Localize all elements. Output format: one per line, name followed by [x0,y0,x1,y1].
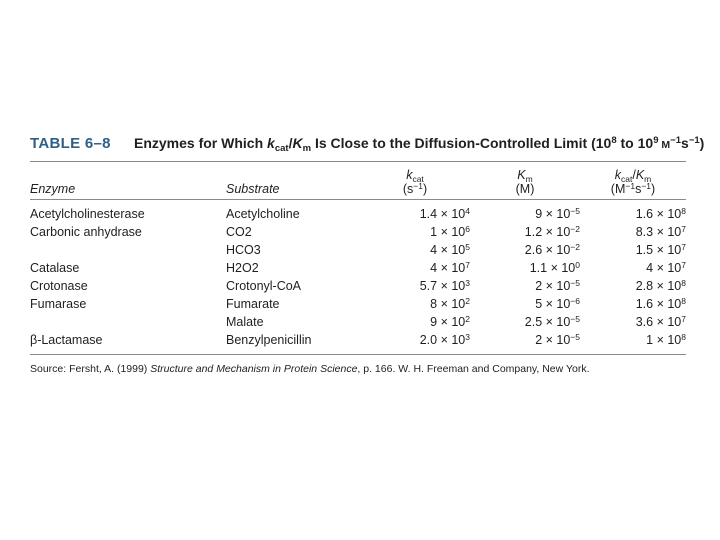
table-row [30,295,686,313]
cell-km: $2.6 \times 10^{-2}$ [524,241,580,257]
cell-substrate: Benzylpenicillin [226,333,312,347]
cell-kcat: $1.4 \times 10^4$ [419,205,470,221]
cell-substrate: HCO3 [226,243,261,257]
cell-enzyme: Fumarase [30,297,87,311]
cell-kcat: $4 \times 10^5$ [430,241,470,257]
table-number: TABLE 6–8 [30,135,111,152]
table-row [30,200,686,224]
header-row [30,162,686,200]
header-kcat-over-km: $k_{cat}/K_m$ $(M^{-1}s^{-1})$ [580,162,686,200]
cell-enzyme: Catalase [30,261,80,275]
table-title-row [30,135,705,162]
cell-km: $9 \times 10^{-5}$ [535,205,580,221]
table-row [30,331,686,354]
table-row [30,223,686,241]
header-km: $K_m$ (M) [470,162,580,200]
table-source-note: Source: Fersht, A. (1999) Structure and Mechanism in Protein Science, p. 166. W. H. Freeman and Company, New York. [30,354,686,375]
cell-kcat: $8 \times 10^2$ [430,295,470,311]
table-row [30,241,686,259]
cell-kcat: $4 \times 10^7$ [430,259,470,275]
data-table [30,162,686,354]
cell-km: $2.5 \times 10^{-5}$ [524,313,580,329]
cell-ratio: $4 \times 10^7$ [646,259,686,275]
cell-km: $2 \times 10^{-5}$ [535,331,580,347]
cell-substrate: Malate [226,315,264,329]
cell-substrate: CO2 [226,225,252,239]
cell-ratio: $1.5 \times 10^7$ [635,241,686,257]
cell-substrate: Acetylcholine [226,207,300,221]
cell-ratio: $2.8 \times 10^8$ [635,277,686,293]
cell-ratio: $3.6 \times 10^7$ [635,313,686,329]
cell-substrate: Fumarate [226,297,280,311]
header-kcat: $k_{cat}$ $(s^{-1})$ [360,162,470,200]
cell-enzyme: Carbonic anhydrase [30,225,142,239]
cell-enzyme: β-Lactamase [30,333,103,347]
enzyme-table [30,135,705,375]
table-title: Enzymes for Which $k_{cat}/K_m$ Is Close to the Diffusion-Controlled Limit ($10^8$ to $10^9$ $M^{-1}s^{-1}$) [134,135,705,154]
cell-enzyme [30,241,226,259]
cell-kcat: $2.0 \times 10^3$ [419,331,470,347]
cell-enzyme [30,313,226,331]
table-row [30,277,686,295]
header-enzyme: Enzyme [30,162,226,200]
cell-enzyme: Crotonase [30,279,88,293]
cell-substrate: Crotonyl-CoA [226,279,302,293]
cell-km: $1.2 \times 10^{-2}$ [524,223,580,239]
table-row [30,313,686,331]
cell-ratio: $1.6 \times 10^8$ [635,205,686,221]
cell-km: $2 \times 10^{-5}$ [535,277,580,293]
cell-ratio: $1.6 \times 10^8$ [635,295,686,311]
cell-km: $1.1 \times 10^0$ [529,259,580,275]
cell-ratio: $1 \times 10^8$ [646,331,686,347]
cell-enzyme: Acetylcholinesterase [30,207,145,221]
cell-kcat: $1 \times 10^6$ [430,223,470,239]
table-row [30,259,686,277]
cell-km: $5 \times 10^{-6}$ [535,295,580,311]
cell-ratio: $8.3 \times 10^7$ [635,223,686,239]
cell-kcat: $9 \times 10^2$ [430,313,470,329]
cell-substrate: H2O2 [226,261,259,275]
header-substrate: Substrate [226,162,360,200]
cell-kcat: $5.7 \times 10^3$ [419,277,470,293]
